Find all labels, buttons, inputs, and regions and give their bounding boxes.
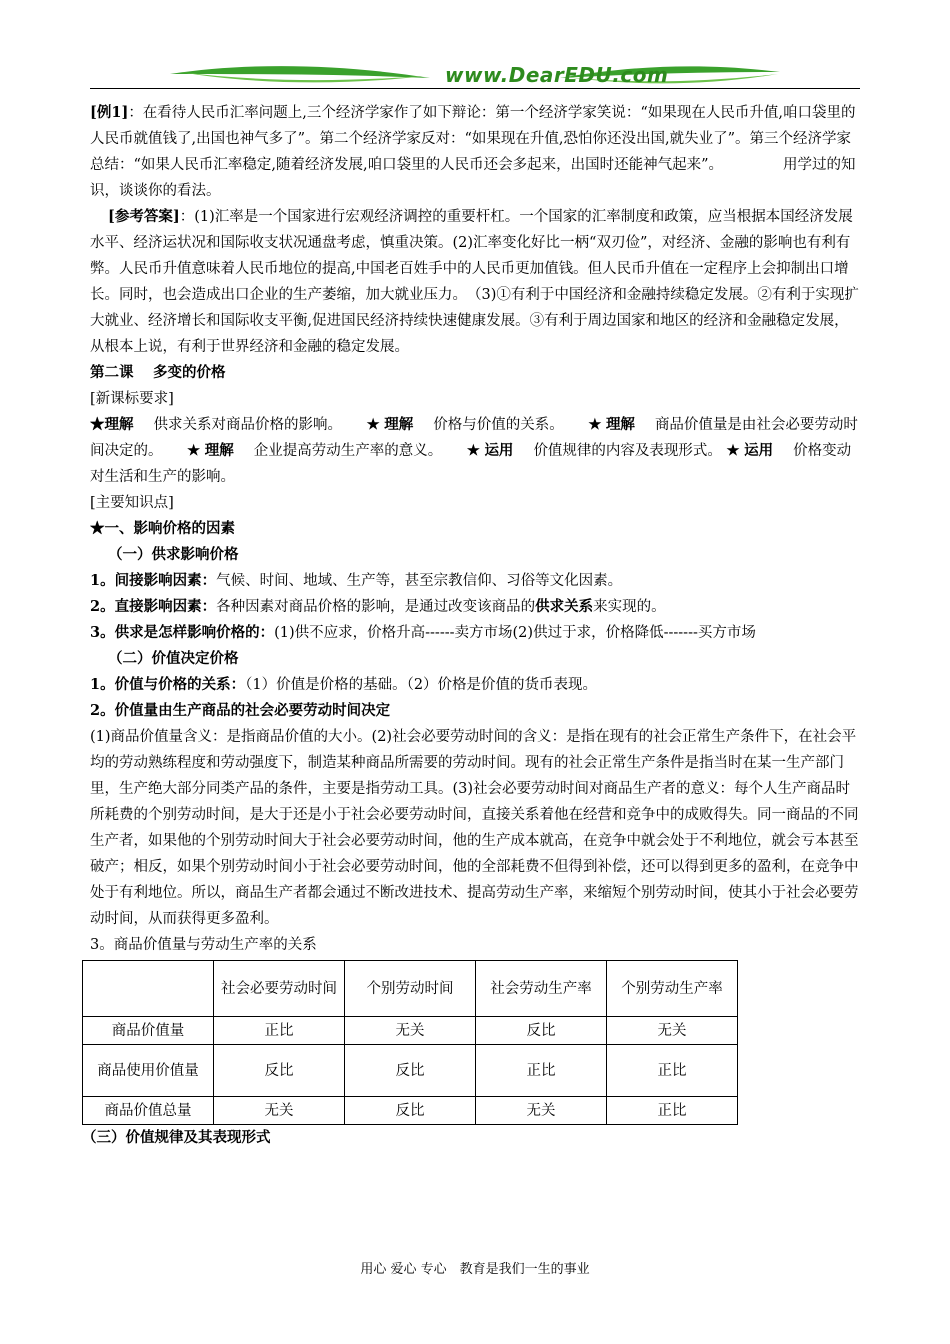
lesson-title: 第二课 多变的价格 xyxy=(90,364,226,381)
table-cell: 商品使用价值量 xyxy=(83,1045,214,1097)
example-label: [例1] xyxy=(90,104,129,121)
table-cell: 正比 xyxy=(607,1097,738,1125)
table-cell: 商品价值总量 xyxy=(83,1097,214,1125)
table-row xyxy=(83,1045,738,1097)
requirement-item: ★ 运用 价值规律的内容及表现形式。 xyxy=(466,442,722,459)
table-header-cell xyxy=(83,961,214,1017)
subsection-heading: （三）价值规律及其表现形式 xyxy=(82,1129,271,1146)
table-cell: 正比 xyxy=(476,1045,607,1097)
table-cell: 商品价值量 xyxy=(83,1017,214,1045)
table-header-row xyxy=(83,961,738,1017)
example-paragraph xyxy=(90,100,860,204)
point-item: 1。价值与价格的关系：（1）价值是价格的基础。（2）价格是价值的货币表现。 xyxy=(90,676,598,693)
header-rule xyxy=(90,88,860,89)
table-header-cell: 个别劳动生产率 xyxy=(607,961,738,1017)
table-cell: 反比 xyxy=(214,1045,345,1097)
requirements-heading: [新课标要求] xyxy=(90,391,174,407)
table-cell: 反比 xyxy=(476,1017,607,1045)
subsection-heading: （二）价值决定价格 xyxy=(108,650,239,667)
key-points-heading: [主要知识点] xyxy=(90,495,174,511)
table-header-cell: 个别劳动时间 xyxy=(345,961,476,1017)
point-item: 1。间接影响因素：气候、时间、地域、生产等，甚至宗教信仰、习俗等文化因素。 xyxy=(90,572,623,589)
document-body xyxy=(82,100,860,1151)
table-cell: 无关 xyxy=(607,1017,738,1045)
point-heading: 3。商品价值量与劳动生产率的关系 xyxy=(90,937,317,953)
requirement-item: ★ 理解 企业提高劳动生产率的意义。 xyxy=(187,442,443,459)
table-cell: 无关 xyxy=(345,1017,476,1045)
requirement-item: ★理解 供求关系对商品价格的影响。 xyxy=(90,416,342,433)
table-header-cell: 社会必要劳动时间 xyxy=(214,961,345,1017)
table-row xyxy=(83,1017,738,1045)
table-row xyxy=(83,1097,738,1125)
answer-text: ：(1)汇率是一个国家进行宏观经济调控的重要杆杠。一个国家的汇率制度和政策，应当根据本国经济发展水平、经济运状况和国际收支状况通盘考虑，慎重决策。(2)汇率变化好比一柄“双刃俭”，对经济、金融的影响也有利有弊。人民币升值意味着人民币地位的提高,中国老百姓手中的人民币更加值钱。但人民币升值在一定程序上会抑制出口增长。同时，也会造成出口企业的生产萎缩，加大就业压力。 （3)①有利于中国经济和金融持续稳定发展。②有利于实现扩大就业、经济增长和国际收支平衡,促进国民经济持续快速健康发展。③有利于周边国家和地区的经济和金融稳定发展，从根本上说，有利于世界经济和金融的稳定发展。 xyxy=(90,209,859,355)
table-cell: 反比 xyxy=(345,1045,476,1097)
requirements-list xyxy=(90,412,860,490)
answer-label: [参考答案] xyxy=(108,208,180,225)
page-header xyxy=(90,60,860,96)
table-cell: 正比 xyxy=(607,1045,738,1097)
example-text: ：在看待人民币汇率问题上,三个经济学家作了如下辩论：第一个经济学家笑说：“如果现在人民币升值,咱口袋里的人民币就值钱了,出国也神气多了”。第二个经济学家反对：“如果现在升值,恐怕你还没出国,就失业了”。第三个经济学家总结：“如果人民币汇率稳定,随着经济发展,咱口袋里的人民币还会多起来，出国时还能神气起来”。 xyxy=(90,105,856,173)
subsection-heading: （一）供求影响价格 xyxy=(108,546,239,563)
value-relationship-table xyxy=(82,960,738,1125)
example-prompt: 用学过的知识，谈谈你的看法。 xyxy=(90,157,856,199)
table-cell: 无关 xyxy=(214,1097,345,1125)
answer-paragraph xyxy=(90,204,860,360)
page-footer: 用心 爱心 专心 教育是我们一生的事业 xyxy=(360,1262,590,1277)
table-cell: 无关 xyxy=(476,1097,607,1125)
requirement-item: ★ 理解 价格与价值的关系。 xyxy=(366,416,564,433)
section-heading: ★一、影响价格的因素 xyxy=(90,520,235,537)
table-cell: 反比 xyxy=(345,1097,476,1125)
point-item: 3。供求是怎样影响价格的：(1)供不应求，价格升高------卖方市场(2)供过于求，价格降低-------买方市场 xyxy=(90,624,756,641)
point-paragraph: (1)商品价值量含义：是指商品价值的大小。(2)社会必要劳动时间的含义：是指在现有的社会正常生产条件下，在社会平均的劳动熟练程度和劳动强度下，制造某种商品所需要的劳动时间。现有的社会正常生产条件是指当时在某一生产部门里，生产绝大部分同类产品的条件，主要是指劳动工具。(3)社会必要劳动时间对商品生产者的意义：每个人生产商品时所耗费的个别劳动时间，是大于还是小于社会必要劳动时间，直接关系着他在经营和竞争中的成败得失。同一商品的不同生产者，如果他的个别劳动时间大于社会必要劳动时间，他的生产成本就高，在竞争中就会处于不利地位，就会亏本甚至破产；相反，如果个别劳动时间小于社会必要劳动时间，他的全部耗费不但得到补偿，还可以得到更多的盈利，在竞争中处于有利地位。所以，商品生产者都会通过不断改进技术、提高劳动生产率，来缩短个别劳动时间，使其小于社会必要劳动时间，从而获得更多盈利。 xyxy=(90,729,859,927)
site-logo: www.DearEDU.com xyxy=(445,63,669,87)
table-header-cell: 社会劳动生产率 xyxy=(476,961,607,1017)
point-item: 2。直接影响因素：各种因素对商品价格的影响，是通过改变该商品的供求关系来实现的。 xyxy=(90,598,666,615)
point-heading: 2。价值量由生产商品的社会必要劳动时间决定 xyxy=(90,702,391,719)
requirement-item: ★ 运用 价格变动对生活和生产的影响。 xyxy=(90,442,852,485)
table-cell: 正比 xyxy=(214,1017,345,1045)
requirement-item: ★ 理解 商品价值量是由社会必要劳动时间决定的。 xyxy=(90,416,858,459)
